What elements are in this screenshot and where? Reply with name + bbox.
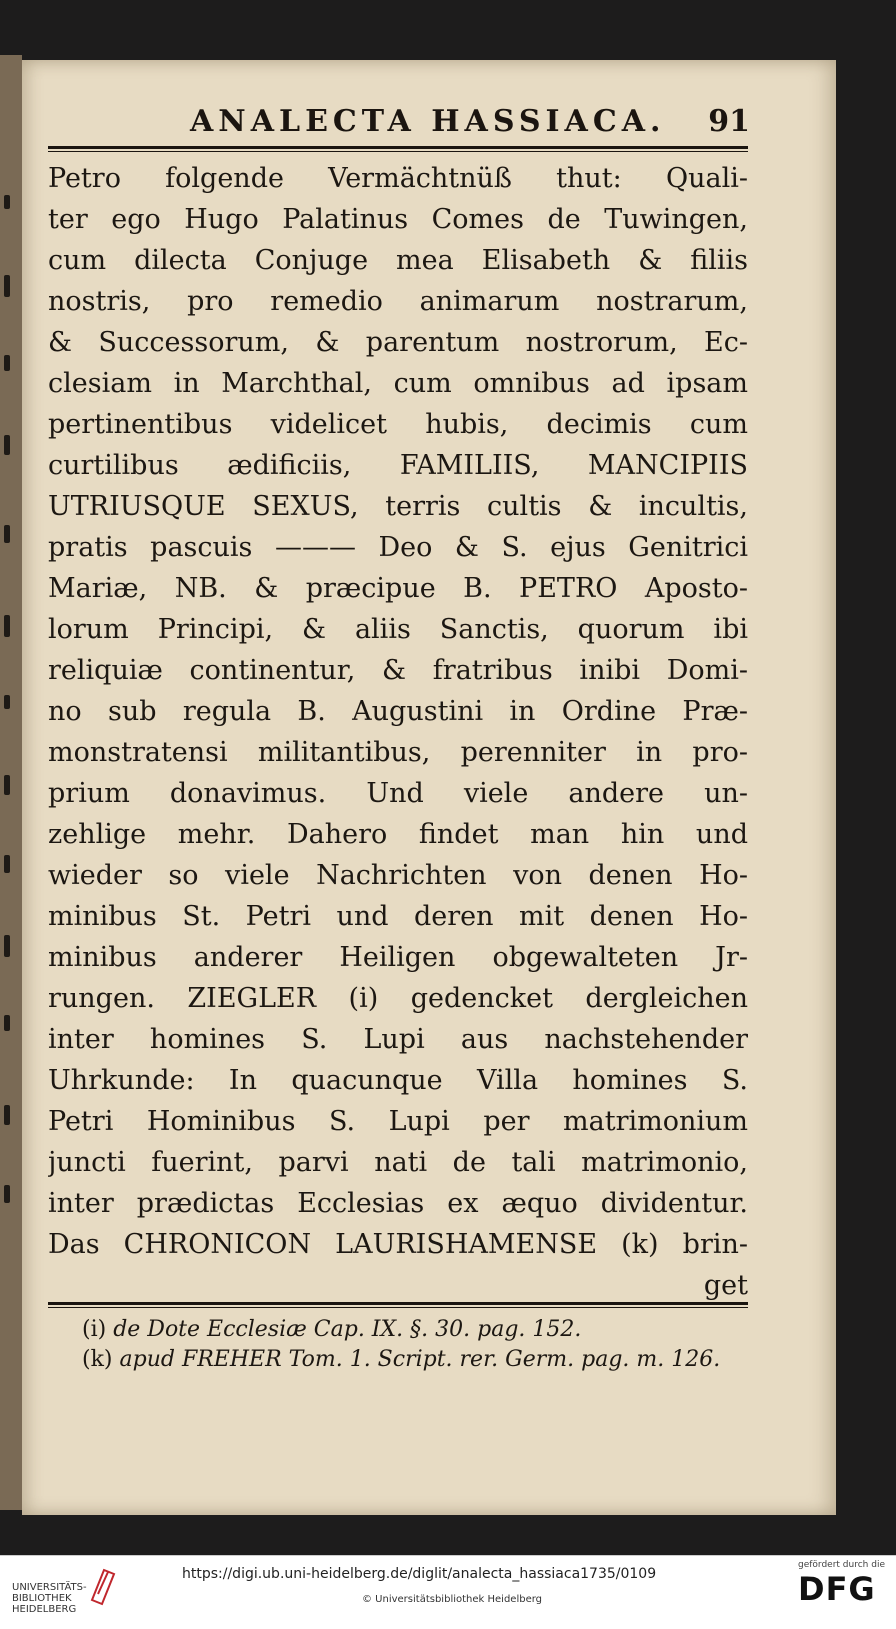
text-line: rungen. ZIEGLER (i) gedencket dergleichen bbox=[48, 983, 748, 1014]
catchword: get bbox=[703, 1270, 748, 1301]
footnote-text: apud FREHER Tom. 1. Script. rer. Germ. pag. m. 126. bbox=[119, 1347, 721, 1372]
book-page bbox=[22, 60, 836, 1515]
ink-mark bbox=[4, 195, 10, 209]
page-number: 91 bbox=[708, 104, 750, 139]
text-line: reliquiæ continentur, & fratribus inibi Domi- bbox=[48, 655, 748, 686]
library-name-line: UNIVERSITÄTS- bbox=[12, 1582, 87, 1593]
text-line: juncti fuerint, parvi nati de tali matrimonio, bbox=[48, 1147, 748, 1178]
ink-mark bbox=[4, 935, 10, 957]
ink-mark bbox=[4, 775, 10, 795]
footnote-mark: (k) bbox=[82, 1347, 113, 1372]
text-line: nostris, pro remedio animarum nostrarum, bbox=[48, 286, 748, 317]
footnote-text: de Dote Ecclesiæ Cap. IX. §. 30. pag. 152. bbox=[113, 1317, 582, 1342]
ink-mark bbox=[4, 1185, 10, 1203]
footnote-mark: (i) bbox=[82, 1317, 107, 1342]
library-logo-icon bbox=[88, 1564, 118, 1606]
viewer-footer bbox=[0, 1555, 896, 1629]
ink-mark bbox=[4, 275, 10, 297]
ink-mark bbox=[4, 435, 10, 455]
text-line: no sub regula B. Augustini in Ordine Præ- bbox=[48, 696, 748, 727]
dfg-logo: DFG bbox=[798, 1570, 876, 1608]
text-line: Petri Hominibus S. Lupi per matrimonium bbox=[48, 1106, 748, 1137]
text-line: UTRIUSQUE SEXUS, terris cultis & incultis, bbox=[48, 491, 748, 522]
text-line: prium donavimus. Und viele andere un- bbox=[48, 778, 748, 809]
ink-mark bbox=[4, 1015, 10, 1031]
text-line: inter prædictas Ecclesias ex æquo dividentur. bbox=[48, 1188, 748, 1219]
text-line: Das CHRONICON LAURISHAMENSE (k) brin- bbox=[48, 1229, 748, 1260]
text-line: minibus St. Petri und deren mit denen Ho- bbox=[48, 901, 748, 932]
text-line: clesiam in Marchthal, cum omnibus ad ipsam bbox=[48, 368, 748, 399]
text-line: inter homines S. Lupi aus nachstehender bbox=[48, 1024, 748, 1055]
copyright-notice: © Universitätsbibliothek Heidelberg bbox=[362, 1594, 543, 1605]
permalink-url[interactable]: https://digi.ub.uni-heidelberg.de/diglit/analecta_hassiaca1735/0109 bbox=[182, 1566, 657, 1582]
library-name-line: HEIDELBERG bbox=[12, 1604, 77, 1615]
text-line: lorum Principi, & aliis Sanctis, quorum ibi bbox=[48, 614, 748, 645]
library-name-line: BIBLIOTHEK bbox=[12, 1593, 72, 1604]
ink-mark bbox=[4, 695, 10, 709]
page-header bbox=[190, 100, 750, 144]
footnote bbox=[82, 1345, 742, 1375]
text-line: wieder so viele Nachrichten von denen Ho- bbox=[48, 860, 748, 891]
library-logo-text bbox=[12, 1582, 87, 1615]
footnote bbox=[82, 1315, 742, 1345]
funder-label: gefördert durch die bbox=[798, 1560, 885, 1570]
text-line: cum dilecta Conjuge mea Elisabeth & filiis bbox=[48, 245, 748, 276]
footnotes bbox=[82, 1315, 742, 1375]
header-rule bbox=[48, 146, 748, 152]
ink-mark bbox=[4, 525, 10, 543]
text-line: monstratensi militantibus, perenniter in pro- bbox=[48, 737, 748, 768]
body-text bbox=[48, 158, 748, 1306]
text-line: Mariæ, NB. & præcipue B. PETRO Aposto- bbox=[48, 573, 748, 604]
ink-mark bbox=[4, 615, 10, 637]
text-line: ter ego Hugo Palatinus Comes de Tuwingen, bbox=[48, 204, 748, 235]
text-line: Uhrkunde: In quacunque Villa homines S. bbox=[48, 1065, 748, 1096]
ink-mark bbox=[4, 1105, 10, 1125]
text-line: zehlige mehr. Dahero findet man hin und bbox=[48, 819, 748, 850]
text-line: curtilibus ædificiis, FAMILIIS, MANCIPIIS bbox=[48, 450, 748, 481]
text-line: pratis pascuis ——— Deo & S. ejus Genitrici bbox=[48, 532, 748, 563]
footnote-rule bbox=[48, 1302, 748, 1308]
text-line: & Successorum, & parentum nostrorum, Ec- bbox=[48, 327, 748, 358]
adjacent-page-edge bbox=[0, 55, 22, 1510]
text-line: pertinentibus videlicet hubis, decimis cum bbox=[48, 409, 748, 440]
ink-mark bbox=[4, 855, 10, 873]
text-line: Petro folgende Vermächtnüß thut: Quali- bbox=[48, 163, 748, 194]
ink-mark bbox=[4, 355, 10, 371]
text-line: minibus anderer Heiligen obgewalteten Jr- bbox=[48, 942, 748, 973]
running-title: ANALECTA HASSIACA. bbox=[190, 104, 666, 139]
